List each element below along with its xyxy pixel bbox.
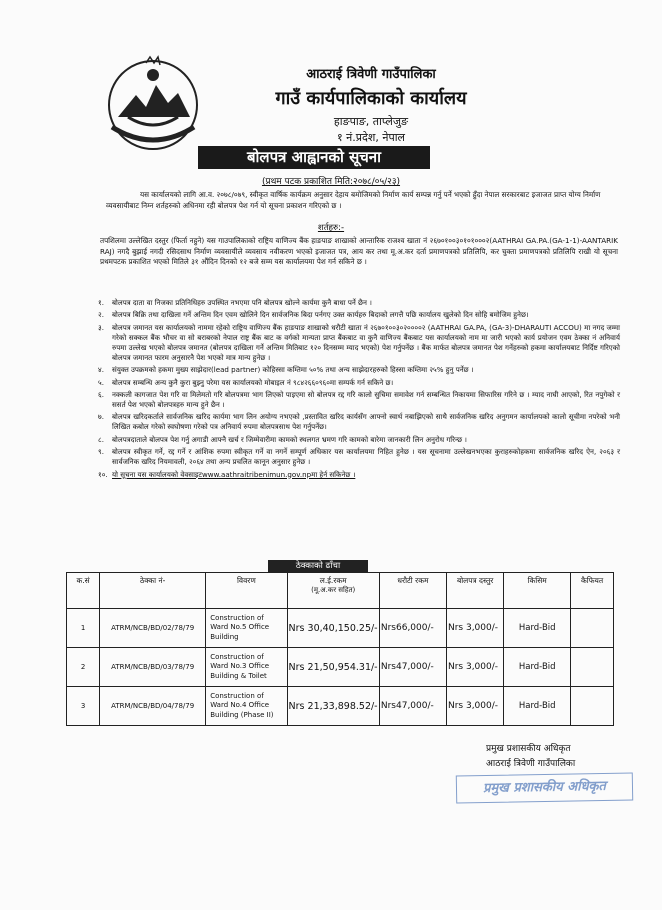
list-item: ३. बोलपत्र जमानत यस कार्यालयको नाममा रहेको राष्ट्रिय वाणिज्य बैंक हाङपाङ शाखाको धरौटी खाता नं २६७०१००३०२००००२ (AATHRAI GA.PA, (GA-3)-DHARAUTI ACCOU) मा नगद जम्मा गरेको सक्कल बैंक भौचर वा सो बराबरको नेपाल राष्ट्र बैंक बाट क वर्गको मान्यता प्राप्त बैंकबाट वा कुनै वाणिज्य बैंकबाट यस कार्यालयको नाम मा जारी भएको कार्य प्रयोजन एवम ठेक्का नं अनिवार्य रुपमा उल्लेख भएको बोलपत्र जमानत (बोलपत्र दाखिला गर्ने अन्तिम मितिबाट १२० दिनसम्म म्याद भएको) पेश गर्नुपर्नेछ । बैंक मार्फत बोलपत्र जमानत पेश गर्नेहरुको हकमा कार्यालयबाट निर्दिष्ट गरिएको बोलपत्र जमानत फारम अनुसारनै पेश भएको मात्र मान्य हुनेछ । [98,322,620,362]
list-item: ५. बोलपत्र सम्बन्धि अन्य कुनै कुरा बुझ्नु परेमा यस कार्यालयको मोबाइल नं ९८४२६६०९६०मा सम्पर्क गर्न सकिने छ। [98,377,394,387]
notice-title: बोलपत्र आह्वानको सूचना [198,146,430,169]
list-item: ६. नक्कली कागजात पेश गरि वा मिलेमतो गरि बोलपत्रमा भाग लिएको पाइएमा सो बोलपत्र रद्द गरि कालो सुचिमा समावेश गर्न सम्बन्धित निकायमा सिफारिस गरिने छ । म्याद नाघी आएको, रित नपुगेको र ससर्त पेश भएको बोलपत्रहरु मान्य हुने छैन । [98,389,620,409]
schedule-heading: ठेक्काको ढाँचा [268,560,368,573]
list-item: २. बोलपत्र बिक्रि तथा दाखिला गर्ने अन्तिम दिन एवम खोलिने दिन सार्वजनिक बिदा पर्नगए उक्त कार्यहरु बिदाको लगत्तै पछि कार्यालय खुलेको दिन सोहि बमोजिम हुनेछ। [98,310,529,320]
province-line: १ नं.प्रदेश, नेपाल [336,131,406,144]
list-item: १०. यो सूचना यस कार्यालयको वेवसाइटwww.aathraitribenimun.gov.npमा हेर्न सकिनेछ । [98,470,620,480]
conditions-heading: शर्तहरु:- [317,223,345,233]
municipality-name: आठराई त्रिवेणी गाउँपालिका [306,67,436,82]
list-item: ९. बोलपत्र स्वीकृत गर्ने, रद्द गर्ने र आंशिक रुपमा स्वीकृत गर्ने वा नगर्ने सम्पूर्ण अधिकार यस कार्यालयमा निहित हुनेछ । यस सूचनामा उल्लेखनभएका कुराहरुकोहकमा सार्वजनिक खरिद ऐन, २०६३ र सार्वजनिक खरिद नियमावली, २०६४ तथा अन्य प्रचलित कानून अनुसार हुनेछ । [98,447,620,467]
signatory-office: आठराई त्रिवेणी गाउँपालिका [486,759,576,769]
list-item: ७. बोलपत्र खरिदकर्ताले सार्वजनिक खरिद कार्यमा भाग लिन अयोग्य नभएको ,प्रस्तावित खरिद कार्यसँग आफ्नो स्वार्थ नबाझिएको साथै सार्वजनिक खरिद अनुगमन कार्यालयको कालो सूचीमा नपरेको भनी लिखित कबोल गरेको स्वघोषणा गरेको पत्र अनिवार्य रुपमा बोलपत्रसाथ पेश गर्नुपर्नेछ। [98,412,620,432]
col-fee: बोलपत्र दस्तुर [446,573,503,609]
office-name: गाउँ कार्यपालिकाको कार्यालय [275,88,467,109]
table-row: 2 ATRM/NCB/BD/03/78/79 Construction of Ward No.3 Office Building & Toilet Nrs 21,50,954.31/- Nrs47,000/- Nrs 3,000/- Hard-Bid [67,648,614,687]
list-item: ४. संयुक्त उपक्रमको हकमा मुख्य साझेदार(lead partner) कोहिस्सा कम्तिमा ५०% तथा अन्य साझेदारहरुको हिस्सा कम्तिमा २५% हुनु पर्नेछ । [98,365,474,375]
col-ref: ठेक्का नं- [100,573,206,609]
official-stamp: प्रमुख प्रशासकीय अधिकृत [456,772,633,803]
bid-schedule-table [66,572,614,726]
list-item: ८. बोलपत्रदाताले बोलपत्र पेश गर्नु अगाडी आफ्नै खर्च र जिम्मेवारीमा कामको स्थलगत भ्रमण गरि कामको बारेमा जानकारी लिन अनुरोध गरिन्छ । [98,434,467,444]
table-row: 3 ATRM/NCB/BD/04/78/79 Construction of Ward No.4 Office Building (Phase II) Nrs 21,33,898.52/- Nrs47,000/- Nrs 3,000/- Hard-Bid [67,687,614,726]
col-remarks: कैफियत [571,573,614,609]
col-type: किसिम [504,573,571,609]
col-deposit: धरौटी रकम [379,573,446,609]
office-address: हाङपाङ, ताप्लेजुङ [333,115,409,128]
website-link: यो सूचना यस कार्यालयको वेवसाइटwww.aathraitribenimun.gov.npमा हेर्न सकिनेछ । [112,469,356,479]
table-header-row [67,573,614,609]
conditions-list [98,298,620,482]
signatory-title: प्रमुख प्रशासकीय अधिकृत [486,744,571,754]
col-sn: क.सं [67,573,100,609]
col-estimate: ल.ई.रकम (मू.अ.कर सहित) [287,573,379,609]
table-row: 1 ATRM/NCB/BD/02/78/79 Construction of Ward No.5 Office Building Nrs 30,40,150.25/- Nrs66,000/- Nrs 3,000/- Hard-Bid [67,609,614,648]
col-desc: विवरण [206,573,287,609]
list-item: १. बोलपत्र दाता वा निजका प्रतिनिधिहरु उपस्थित नभएमा पनि बोलपत्र खोल्ने कार्यमा कुनै बाधा पर्ने छैन । [98,298,372,307]
intro-paragraph: यस कार्यालयको लागि आ.व. २०७८/०७९, स्वीकृत वार्षिक कार्यक्रम अनुसार देहाय बमोजिमको निर्माण कार्य सम्पन्न गर्नु पर्ने भएको हुँदा नेपाल सरकारबाट इजाजत प्राप्त योग्य निर्माण व्यवसायीबाट निम्न शर्तहरुको अधिनमा रही बोलपत्र पेश गर्न यो सूचना प्रकाशन गरिएको छ । [106,190,601,210]
fee-paragraph: तपशिलमा उल्लेखित दस्तुर (फिर्ता नहुने) यस गाउपालिकाको राष्ट्रिय वाणिज्य बैंक हाङपाङ शाखाको आन्तारिक राजश्व खाता नं २६७०१००३०१०१०००२(AATHRAI GA.PA.(GA-1-1)-AANTARIK RAJ) नगदै बुझाई नगदी रसिदसाथ निर्माण व्यवसायीले व्यवसाय नवीकरण भएको इजाजत पत्र, आय कर तथा मू.अ.कर दर्ता प्रमाणपत्रको प्रतिलिपि, कर चुक्ता प्रमाणपत्रको प्रतिलिपि राखी यो सूचना प्रथमपटक प्रकाशित भएको मितिले ३१ औंदिन दिनको १२ बजे सम्म यस कार्यालयमा पेश गर्न सकिने छ । [100,236,618,266]
publish-date: (प्रथम पटक प्रकाशित मिति:२०७८/०५/२३) [261,177,401,187]
